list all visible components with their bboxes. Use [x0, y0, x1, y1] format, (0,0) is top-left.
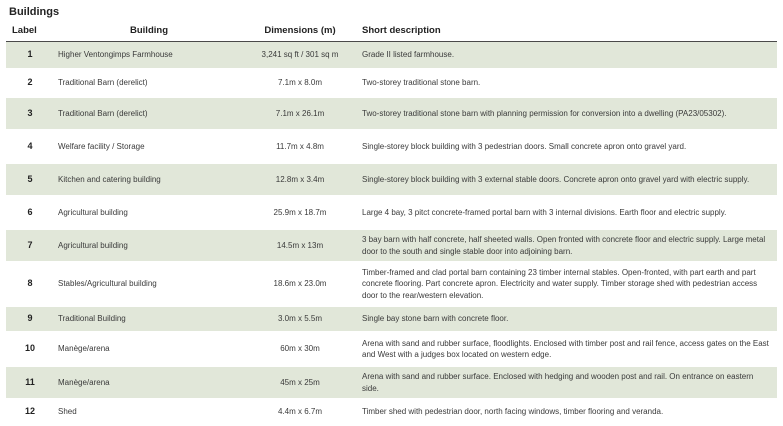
row-dimensions: 3,241 sq ft / 301 sq m	[244, 42, 356, 70]
row-description: Single bay stone barn with concrete floor.	[356, 306, 777, 332]
row-dimensions: 4.4m x 6.7m	[244, 399, 356, 425]
row-label: 4	[6, 130, 54, 163]
row-description: Single-storey block building with 3 pedestrian doors. Small concrete apron onto gravel yard.	[356, 130, 777, 163]
row-label: 10	[6, 332, 54, 366]
column-header-label: Label	[6, 20, 54, 42]
row-label: 11	[6, 366, 54, 399]
table-row	[6, 229, 777, 262]
row-building: Traditional Barn (derelict)	[54, 97, 244, 130]
row-description: Single-storey block building with 3 external stable doors. Concrete apron onto gravel yard with electric supply.	[356, 163, 777, 196]
table-row	[6, 97, 777, 130]
table-row	[6, 69, 777, 97]
row-label: 1	[6, 42, 54, 70]
row-label: 3	[6, 97, 54, 130]
row-description: Grade II listed farmhouse.	[356, 42, 777, 70]
row-description: Arena with sand and rubber surface, floodlights. Enclosed with timber post and rail fence, access gates on the East and West with a judges box located on western edge.	[356, 332, 777, 366]
row-building: Manège/arena	[54, 332, 244, 366]
buildings-table	[6, 20, 777, 426]
row-dimensions: 12.8m x 3.4m	[244, 163, 356, 196]
column-header-building: Building	[54, 20, 244, 42]
row-description: Timber-framed and clad portal barn containing 23 timber internal stables. Open-fronted, with part earth and part concrete flooring. Part concrete apron. Electricity and water supply. Timber storage shed with pedestrian access door to the rear/western elevation.	[356, 262, 777, 306]
row-dimensions: 7.1m x 26.1m	[244, 97, 356, 130]
row-label: 12	[6, 399, 54, 425]
row-label: 9	[6, 306, 54, 332]
row-dimensions: 3.0m x 5.5m	[244, 306, 356, 332]
row-dimensions: 14.5m x 13m	[244, 229, 356, 262]
row-label: 8	[6, 262, 54, 306]
row-building: Welfare facility / Storage	[54, 130, 244, 163]
row-label: 2	[6, 69, 54, 97]
row-dimensions: 60m x 30m	[244, 332, 356, 366]
table-row	[6, 130, 777, 163]
row-building: Traditional Barn (derelict)	[54, 69, 244, 97]
table-row	[6, 366, 777, 399]
row-dimensions: 11.7m x 4.8m	[244, 130, 356, 163]
table-row	[6, 306, 777, 332]
row-dimensions: 25.9m x 18.7m	[244, 196, 356, 229]
row-description: Arena with sand and rubber surface. Enclosed with hedging and wooden post and rail. On entrance on eastern side.	[356, 366, 777, 399]
row-dimensions: 18.6m x 23.0m	[244, 262, 356, 306]
row-label: 7	[6, 229, 54, 262]
row-label: 6	[6, 196, 54, 229]
table-row	[6, 42, 777, 70]
row-building: Shed	[54, 399, 244, 425]
row-description: Large 4 bay, 3 pitct concrete-framed portal barn with 3 internal divisions. Earth floor and electric supply.	[356, 196, 777, 229]
row-dimensions: 45m x 25m	[244, 366, 356, 399]
row-building: Agricultural building	[54, 229, 244, 262]
row-building: Higher Ventongimps Farmhouse	[54, 42, 244, 70]
section-title: Buildings	[9, 6, 60, 18]
row-building: Stables/Agricultural building	[54, 262, 244, 306]
row-building: Kitchen and catering building	[54, 163, 244, 196]
row-description: Timber shed with pedestrian door, north facing windows, timber flooring and veranda.	[356, 399, 777, 425]
row-description: Two-storey traditional stone barn.	[356, 69, 777, 97]
row-building: Manège/arena	[54, 366, 244, 399]
row-dimensions: 7.1m x 8.0m	[244, 69, 356, 97]
column-header-description: Short description	[356, 20, 777, 42]
table-row	[6, 196, 777, 229]
column-header-dimensions: Dimensions (m)	[244, 20, 356, 42]
table-row	[6, 163, 777, 196]
row-description: 3 bay barn with half concrete, half sheeted walls. Open fronted with concrete floor and electric supply. Large metal door to the south and single stable door into adjoining barn.	[356, 229, 777, 262]
row-building: Agricultural building	[54, 196, 244, 229]
table-row	[6, 262, 777, 306]
table-row	[6, 332, 777, 366]
row-building: Traditional Building	[54, 306, 244, 332]
row-label: 5	[6, 163, 54, 196]
row-description: Two-storey traditional stone barn with planning permission for conversion into a dwelling (PA23/05302).	[356, 97, 777, 130]
table-header-row	[6, 20, 777, 42]
table-row	[6, 399, 777, 425]
